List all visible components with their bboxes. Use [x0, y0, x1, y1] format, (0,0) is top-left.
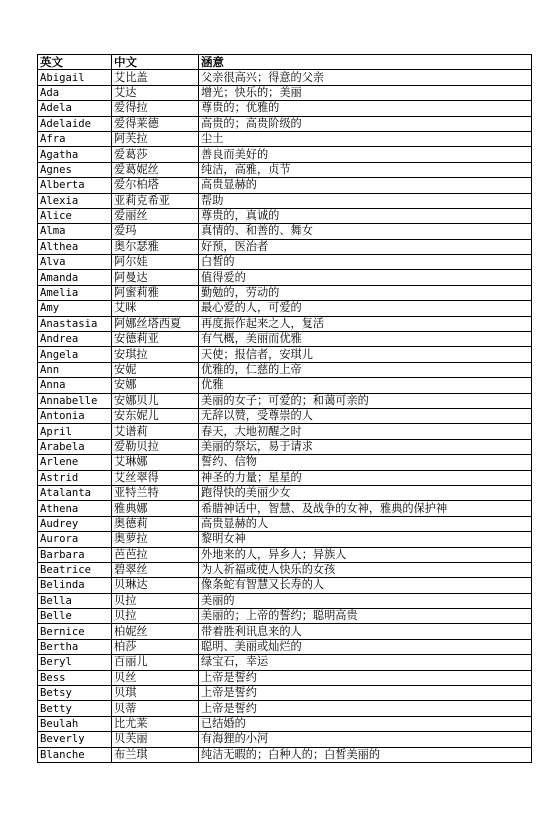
english-name-cell: Betty — [38, 701, 112, 716]
meaning-cell: 美丽的祭坛，易于请求 — [199, 439, 532, 454]
chinese-name-cell: 柏莎 — [112, 639, 199, 654]
meaning-cell: 美丽的女子；可爱的；和蔼可亲的 — [199, 393, 532, 408]
table-row — [38, 347, 532, 362]
chinese-name-cell: 爱丽丝 — [112, 208, 199, 223]
english-name-cell: Ada — [38, 85, 112, 100]
table-row — [38, 131, 532, 146]
header-meaning: 涵意 — [199, 55, 532, 70]
english-name-cell: Alexia — [38, 193, 112, 208]
header-english: 英文 — [38, 55, 112, 70]
table-row — [38, 255, 532, 270]
header-row — [38, 55, 532, 70]
meaning-cell: 真情的、和善的、舞女 — [199, 224, 532, 239]
english-name-cell: Anna — [38, 378, 112, 393]
english-name-cell: Beatrice — [38, 562, 112, 577]
english-name-cell: Annabelle — [38, 393, 112, 408]
header-chinese: 中文 — [112, 55, 199, 70]
chinese-name-cell: 布兰琪 — [112, 747, 199, 762]
chinese-name-cell: 阿曼达 — [112, 270, 199, 285]
table-row — [38, 270, 532, 285]
meaning-cell: 绿宝石，幸运 — [199, 655, 532, 670]
chinese-name-cell: 爱得莱德 — [112, 116, 199, 131]
meaning-cell: 尊贵的，真诚的 — [199, 208, 532, 223]
meaning-cell: 最心爱的人，可爱的 — [199, 301, 532, 316]
table-row — [38, 562, 532, 577]
meaning-cell: 有海狸的小河 — [199, 732, 532, 747]
english-name-cell: Alice — [38, 208, 112, 223]
table-row — [38, 208, 532, 223]
english-name-cell: Bella — [38, 593, 112, 608]
name-meaning-table — [37, 54, 532, 763]
chinese-name-cell: 奥萝拉 — [112, 532, 199, 547]
english-name-cell: Antonia — [38, 408, 112, 423]
english-name-cell: Adelaide — [38, 116, 112, 131]
english-name-cell: Andrea — [38, 332, 112, 347]
chinese-name-cell: 贝丝 — [112, 670, 199, 685]
table-row — [38, 362, 532, 377]
table-row — [38, 408, 532, 423]
english-name-cell: Beulah — [38, 716, 112, 731]
chinese-name-cell: 芭芭拉 — [112, 547, 199, 562]
english-name-cell: Alva — [38, 255, 112, 270]
english-name-cell: Agatha — [38, 147, 112, 162]
meaning-cell: 高贵的；高贵阶级的 — [199, 116, 532, 131]
meaning-cell: 尘土 — [199, 131, 532, 146]
table-row — [38, 547, 532, 562]
chinese-name-cell: 艾比盖 — [112, 70, 199, 85]
table-row — [38, 239, 532, 254]
table-row — [38, 147, 532, 162]
table-row — [38, 455, 532, 470]
english-name-cell: Atalanta — [38, 485, 112, 500]
table-body — [38, 70, 532, 763]
english-name-cell: Alma — [38, 224, 112, 239]
chinese-name-cell: 安娜贝儿 — [112, 393, 199, 408]
meaning-cell: 上帝是誓约 — [199, 701, 532, 716]
table-row — [38, 301, 532, 316]
meaning-cell: 上帝是誓约 — [199, 670, 532, 685]
meaning-cell: 优雅 — [199, 378, 532, 393]
chinese-name-cell: 亚特兰特 — [112, 485, 199, 500]
english-name-cell: Belinda — [38, 578, 112, 593]
table-row — [38, 70, 532, 85]
meaning-cell: 高贵显赫的 — [199, 178, 532, 193]
meaning-cell: 跑得快的美丽少女 — [199, 485, 532, 500]
english-name-cell: Barbara — [38, 547, 112, 562]
table-row — [38, 716, 532, 731]
table-row — [38, 609, 532, 624]
meaning-cell: 再度振作起来之人，复活 — [199, 316, 532, 331]
english-name-cell: Betsy — [38, 686, 112, 701]
meaning-cell: 帮助 — [199, 193, 532, 208]
chinese-name-cell: 阿娜丝塔西夏 — [112, 316, 199, 331]
english-name-cell: Arlene — [38, 455, 112, 470]
meaning-cell: 增光；快乐的；美丽 — [199, 85, 532, 100]
table-row — [38, 686, 532, 701]
meaning-cell: 高贵显赫的人 — [199, 516, 532, 531]
meaning-cell: 白皙的 — [199, 255, 532, 270]
chinese-name-cell: 爱得拉 — [112, 101, 199, 116]
chinese-name-cell: 安妮 — [112, 362, 199, 377]
chinese-name-cell: 贝拉 — [112, 593, 199, 608]
english-name-cell: Agnes — [38, 162, 112, 177]
table-row — [38, 85, 532, 100]
table-row — [38, 516, 532, 531]
english-name-cell: Arabela — [38, 439, 112, 454]
table-row — [38, 393, 532, 408]
english-name-cell: Beryl — [38, 655, 112, 670]
english-name-cell: Bess — [38, 670, 112, 685]
meaning-cell: 好预，医治者 — [199, 239, 532, 254]
chinese-name-cell: 贝拉 — [112, 609, 199, 624]
chinese-name-cell: 贝蒂 — [112, 701, 199, 716]
table-row — [38, 732, 532, 747]
table-row — [38, 439, 532, 454]
chinese-name-cell: 爱葛莎 — [112, 147, 199, 162]
table-row — [38, 578, 532, 593]
english-name-cell: Bernice — [38, 624, 112, 639]
meaning-cell: 勤勉的，劳动的 — [199, 285, 532, 300]
english-name-cell: Amelia — [38, 285, 112, 300]
chinese-name-cell: 比尤莱 — [112, 716, 199, 731]
chinese-name-cell: 爱勒贝拉 — [112, 439, 199, 454]
meaning-cell: 纯洁无暇的；白种人的；白皙美丽的 — [199, 747, 532, 762]
chinese-name-cell: 奥德莉 — [112, 516, 199, 531]
english-name-cell: Beverly — [38, 732, 112, 747]
table-row — [38, 193, 532, 208]
table-row — [38, 639, 532, 654]
english-name-cell: Athena — [38, 501, 112, 516]
chinese-name-cell: 安娜 — [112, 378, 199, 393]
meaning-cell: 美丽的 — [199, 593, 532, 608]
english-name-cell: Adela — [38, 101, 112, 116]
chinese-name-cell: 百丽儿 — [112, 655, 199, 670]
english-name-cell: Audrey — [38, 516, 112, 531]
chinese-name-cell: 艾达 — [112, 85, 199, 100]
chinese-name-cell: 贝琪 — [112, 686, 199, 701]
table-row — [38, 224, 532, 239]
meaning-cell: 神圣的力量；星星的 — [199, 470, 532, 485]
table-row — [38, 532, 532, 547]
meaning-cell: 无辞以赞，受尊崇的人 — [199, 408, 532, 423]
english-name-cell: Anastasia — [38, 316, 112, 331]
table-row — [38, 116, 532, 131]
english-name-cell: Ann — [38, 362, 112, 377]
meaning-cell: 黎明女神 — [199, 532, 532, 547]
meaning-cell: 尊贵的；优雅的 — [199, 101, 532, 116]
meaning-cell: 父亲很高兴；得意的父亲 — [199, 70, 532, 85]
english-name-cell: Amanda — [38, 270, 112, 285]
table-row — [38, 655, 532, 670]
table-row — [38, 593, 532, 608]
meaning-cell: 聪明、美丽或灿烂的 — [199, 639, 532, 654]
chinese-name-cell: 雅典娜 — [112, 501, 199, 516]
meaning-cell: 像条蛇有智慧又长寿的人 — [199, 578, 532, 593]
meaning-cell: 优雅的，仁慈的上帝 — [199, 362, 532, 377]
meaning-cell: 春天，大地初醒之时 — [199, 424, 532, 439]
table-row — [38, 670, 532, 685]
chinese-name-cell: 艾琳娜 — [112, 455, 199, 470]
table-row — [38, 285, 532, 300]
meaning-cell: 善良而美好的 — [199, 147, 532, 162]
meaning-cell: 希腊神话中，智慧、及战争的女神，雅典的保护神 — [199, 501, 532, 516]
chinese-name-cell: 阿芙拉 — [112, 131, 199, 146]
meaning-cell: 外地来的人，异乡人；异族人 — [199, 547, 532, 562]
table-header — [38, 55, 532, 70]
chinese-name-cell: 亚莉克希亚 — [112, 193, 199, 208]
table-row — [38, 747, 532, 762]
meaning-cell: 上帝是誓约 — [199, 686, 532, 701]
table-row — [38, 424, 532, 439]
table-row — [38, 316, 532, 331]
chinese-name-cell: 安琪拉 — [112, 347, 199, 362]
english-name-cell: Belle — [38, 609, 112, 624]
english-name-cell: Bertha — [38, 639, 112, 654]
english-name-cell: Amy — [38, 301, 112, 316]
table-row — [38, 178, 532, 193]
chinese-name-cell: 碧翠丝 — [112, 562, 199, 577]
english-name-cell: Astrid — [38, 470, 112, 485]
table-row — [38, 485, 532, 500]
chinese-name-cell: 阿蜜莉雅 — [112, 285, 199, 300]
english-name-cell: Angela — [38, 347, 112, 362]
meaning-cell: 带着胜利讯息来的人 — [199, 624, 532, 639]
meaning-cell: 已结婚的 — [199, 716, 532, 731]
english-name-cell: Aurora — [38, 532, 112, 547]
chinese-name-cell: 安东妮儿 — [112, 408, 199, 423]
table-row — [38, 701, 532, 716]
table-row — [38, 624, 532, 639]
chinese-name-cell: 艾咪 — [112, 301, 199, 316]
meaning-cell: 纯洁，高雅，贞节 — [199, 162, 532, 177]
chinese-name-cell: 阿尔娃 — [112, 255, 199, 270]
chinese-name-cell: 艾丝翠得 — [112, 470, 199, 485]
chinese-name-cell: 爱玛 — [112, 224, 199, 239]
chinese-name-cell: 安德莉亚 — [112, 332, 199, 347]
english-name-cell: Afra — [38, 131, 112, 146]
chinese-name-cell: 爱尔柏塔 — [112, 178, 199, 193]
chinese-name-cell: 奥尔瑟雅 — [112, 239, 199, 254]
name-meaning-sheet — [37, 54, 532, 763]
table-row — [38, 332, 532, 347]
table-row — [38, 501, 532, 516]
meaning-cell: 有气概，美丽而优雅 — [199, 332, 532, 347]
meaning-cell: 为人祈福或使人快乐的女孩 — [199, 562, 532, 577]
english-name-cell: April — [38, 424, 112, 439]
table-row — [38, 162, 532, 177]
english-name-cell: Althea — [38, 239, 112, 254]
chinese-name-cell: 柏妮丝 — [112, 624, 199, 639]
meaning-cell: 美丽的；上帝的誓约；聪明高贵 — [199, 609, 532, 624]
table-row — [38, 378, 532, 393]
chinese-name-cell: 贝琳达 — [112, 578, 199, 593]
chinese-name-cell: 爱葛妮丝 — [112, 162, 199, 177]
english-name-cell: Abigail — [38, 70, 112, 85]
english-name-cell: Alberta — [38, 178, 112, 193]
table-row — [38, 470, 532, 485]
chinese-name-cell: 艾谱莉 — [112, 424, 199, 439]
chinese-name-cell: 贝芙丽 — [112, 732, 199, 747]
meaning-cell: 誓约、信物 — [199, 455, 532, 470]
meaning-cell: 值得爱的 — [199, 270, 532, 285]
table-row — [38, 101, 532, 116]
meaning-cell: 天使；报信者，安琪儿 — [199, 347, 532, 362]
english-name-cell: Blanche — [38, 747, 112, 762]
